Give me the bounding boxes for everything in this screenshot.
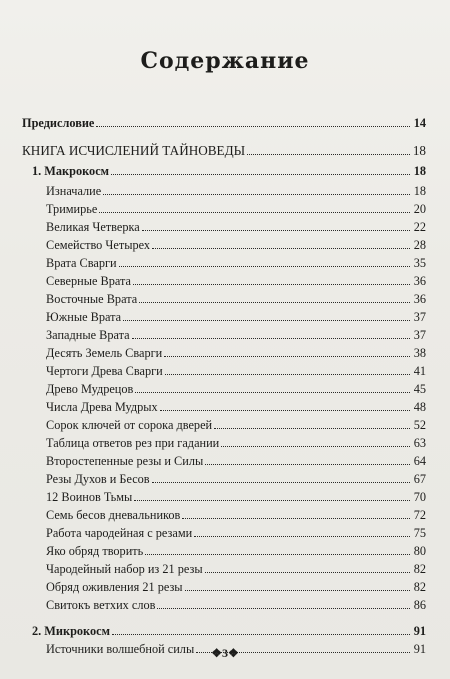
toc-entry-title: Врата Сварги <box>46 256 117 270</box>
toc-entry-page: 82 <box>413 562 426 576</box>
toc-entry-title: Северные Врата <box>46 274 131 288</box>
toc-entry <box>22 450 426 468</box>
dot-leader <box>247 154 410 155</box>
dot-leader <box>152 482 410 483</box>
dot-leader <box>99 212 410 213</box>
toc-entry-page: 45 <box>413 382 426 396</box>
dot-leader <box>194 536 410 537</box>
page-number <box>0 646 450 661</box>
toc-entry <box>22 486 426 504</box>
dot-leader <box>134 500 410 501</box>
toc-entry-page: 64 <box>413 454 426 468</box>
dot-leader <box>132 338 410 339</box>
toc-entry-title: Предисловие <box>22 116 95 130</box>
toc-entry-page: 18 <box>412 143 426 158</box>
toc-entry <box>22 112 426 130</box>
dot-leader <box>157 608 410 609</box>
toc-entry-title: Яко обряд творить <box>46 544 144 558</box>
toc-entry-title: Работа чародейная с резами <box>46 526 193 540</box>
toc-entry-title: Семь бесов дневальников <box>46 508 181 522</box>
toc-entry-page: 37 <box>413 328 426 342</box>
dot-leader <box>205 572 410 573</box>
toc-entry <box>22 576 426 594</box>
toc-entry <box>22 288 426 306</box>
toc-entry-page: 91 <box>413 642 426 656</box>
dot-leader <box>205 464 410 465</box>
dot-leader <box>185 590 410 591</box>
toc-entry <box>22 620 426 638</box>
toc-entry <box>22 180 426 198</box>
toc-entry-page: 41 <box>413 364 426 378</box>
page-title: Содержание <box>140 48 310 74</box>
toc-entry <box>22 396 426 414</box>
toc-entry-page: 82 <box>413 580 426 594</box>
dot-leader <box>182 518 410 519</box>
toc-entry-page: 48 <box>413 400 426 414</box>
toc-entry <box>22 414 426 432</box>
toc-entry-title: Числа Древа Мудрых <box>46 400 158 414</box>
toc-entry <box>22 306 426 324</box>
toc-entry <box>22 140 426 158</box>
toc-entry-title: Резы Духов и Бесов <box>46 472 150 486</box>
dot-leader <box>135 392 410 393</box>
dot-leader <box>142 230 410 231</box>
dot-leader <box>123 320 410 321</box>
toc-entry-title: 1. Макрокосм <box>32 164 110 178</box>
toc-entry <box>22 504 426 522</box>
toc-entry <box>22 252 426 270</box>
toc-entry-title: Сорок ключей от сорока дверей <box>46 418 213 432</box>
toc-entry-title: Великая Четверка <box>46 220 140 234</box>
toc-entry-page: 80 <box>413 544 426 558</box>
toc-entry <box>22 540 426 558</box>
toc-entry <box>22 198 426 216</box>
toc-entry-title: КНИГА ИСЧИСЛЕНИЙ ТАЙНОВЕДЫ <box>22 143 246 158</box>
toc-entry <box>22 360 426 378</box>
dot-leader <box>221 446 410 447</box>
toc-entry <box>22 558 426 576</box>
toc-entry-title: Десять Земель Сварги <box>46 346 163 360</box>
dot-leader <box>145 554 410 555</box>
toc-entry <box>22 594 426 612</box>
dot-leader <box>96 126 410 127</box>
dot-leader <box>111 174 410 175</box>
toc-entry-page: 38 <box>413 346 426 360</box>
dot-leader <box>164 356 410 357</box>
toc-entry <box>22 468 426 486</box>
dot-leader <box>160 410 410 411</box>
toc-entry-title: Свитокъ ветхих слов <box>46 598 156 612</box>
toc-entry-page: 36 <box>413 292 426 306</box>
page-number-value: 3 <box>222 646 228 660</box>
toc-entry-page: 72 <box>413 508 426 522</box>
dot-leader <box>103 194 410 195</box>
toc-entry <box>22 378 426 396</box>
toc-entry <box>22 522 426 540</box>
toc-entry-title: Древо Мудрецов <box>46 382 134 396</box>
toc-entry <box>22 270 426 288</box>
toc-entry-page: 14 <box>413 116 426 130</box>
toc-entry-page: 70 <box>413 490 426 504</box>
toc-entry-title: Чародейный набор из 21 резы <box>46 562 203 576</box>
toc-entry-page: 75 <box>413 526 426 540</box>
toc-entry-title: Таблица ответов рез при гадании <box>46 436 220 450</box>
toc-entry-page: 37 <box>413 310 426 324</box>
toc-entry <box>22 432 426 450</box>
dot-leader <box>133 284 410 285</box>
dot-leader <box>119 266 410 267</box>
toc-entry-title: Южные Врата <box>46 310 122 324</box>
toc-entry-title: Источники волшебной силы <box>46 642 195 656</box>
toc-entry-title: Тримирье <box>46 202 98 216</box>
toc-entry <box>22 324 426 342</box>
dot-leader <box>214 428 410 429</box>
toc-entry-title: Восточные Врата <box>46 292 138 306</box>
dot-leader <box>152 248 410 249</box>
toc-entry-page: 67 <box>413 472 426 486</box>
ornament-left-icon: ❖ <box>211 646 222 660</box>
toc-entry-page: 28 <box>413 238 426 252</box>
toc-entry-page: 22 <box>413 220 426 234</box>
toc-entry-title: Чертоги Древа Сварги <box>46 364 163 378</box>
toc-entry-page: 52 <box>413 418 426 432</box>
toc-entry <box>22 216 426 234</box>
toc-entry-page: 86 <box>413 598 426 612</box>
toc-entry <box>22 160 426 178</box>
toc-entry-title: Семейство Четырех <box>46 238 151 252</box>
toc-entry-title: 2. Микрокосм <box>32 624 110 638</box>
toc-entry-title: 12 Воинов Тьмы <box>46 490 133 504</box>
toc-entry-page: 36 <box>413 274 426 288</box>
toc-entry-title: Обряд оживления 21 резы <box>46 580 183 594</box>
toc-entry-title: Второстепенные резы и Силы <box>46 454 204 468</box>
toc-entry-page: 18 <box>413 164 426 178</box>
toc-entry <box>22 342 426 360</box>
toc-entry-page: 63 <box>413 436 426 450</box>
dot-leader <box>165 374 410 375</box>
toc-entry-page: 91 <box>413 624 426 638</box>
toc-entry <box>22 234 426 252</box>
toc-entry-page: 18 <box>413 184 426 198</box>
toc-entry-page: 35 <box>413 256 426 270</box>
ornament-right-icon: ❖ <box>228 646 239 660</box>
toc-entry-title: Изначалие <box>46 184 102 198</box>
dot-leader <box>139 302 410 303</box>
toc-entry-title: Западные Врата <box>46 328 130 342</box>
toc-entry-page: 20 <box>413 202 426 216</box>
dot-leader <box>112 634 410 635</box>
